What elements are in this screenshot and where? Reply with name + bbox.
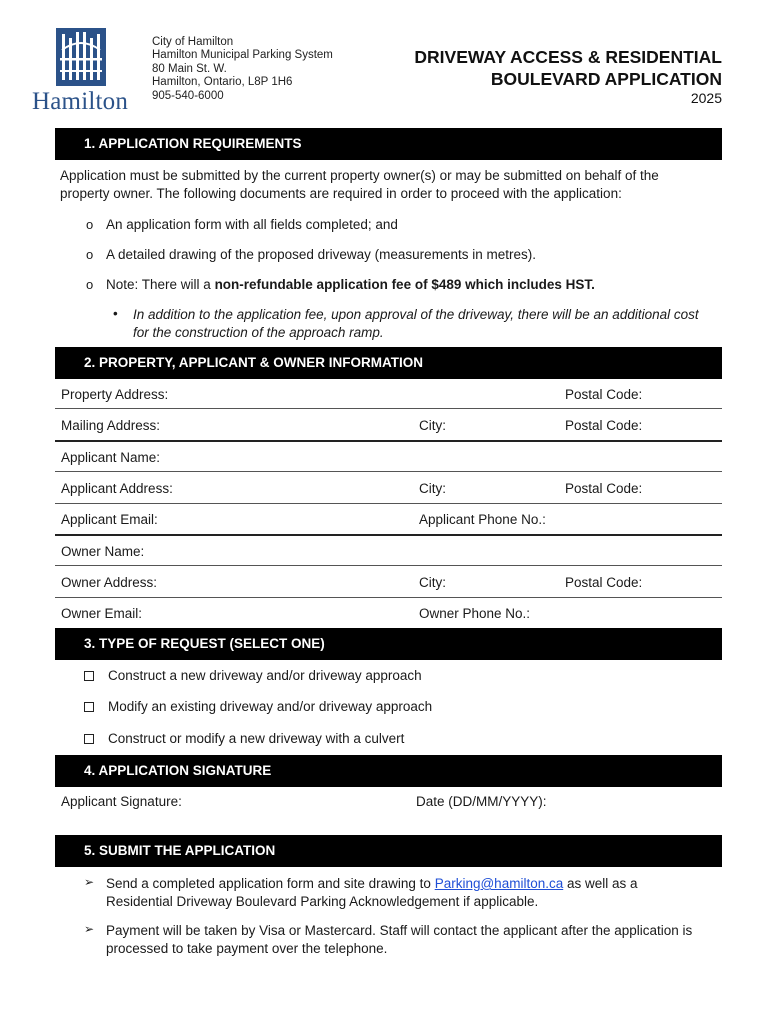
owner-city-label: City:	[419, 575, 446, 590]
row-divider	[55, 408, 722, 409]
requirement-fee-note	[106, 277, 595, 292]
address-line: 905-540-6000	[152, 89, 224, 102]
culvert-driveway-option-label: Construct or modify a new driveway with a culvert	[108, 731, 405, 746]
document-title-line2: BOULEVARD APPLICATION	[490, 69, 722, 89]
intro-line: property owner. The following documents are required in order to proceed with the application:	[60, 186, 622, 201]
applicant-name-label: Applicant Name:	[61, 450, 161, 465]
hamilton-logo	[30, 28, 134, 116]
owner-address-label: Owner Address:	[61, 575, 158, 590]
section-4-header	[55, 755, 722, 787]
owner-phone-label: Owner Phone No.:	[419, 606, 531, 621]
intro-line: Application must be submitted by the current property owner(s) or may be submitted on behalf of the	[60, 168, 659, 183]
property-address-label: Property Address:	[61, 387, 169, 402]
bullet-circle-icon: o	[86, 247, 94, 262]
instruction-suffix: as well as a	[563, 876, 638, 891]
section-1-heading: 1. APPLICATION REQUIREMENTS	[84, 136, 302, 151]
row-divider	[55, 503, 722, 504]
hamilton-logo-text: Hamilton	[32, 88, 129, 115]
requirement-item: A detailed drawing of the proposed driveway (measurements in metres).	[106, 247, 536, 262]
hamilton-logo-mark-icon	[56, 28, 106, 86]
instruction-prefix: Send a completed application form and site drawing to	[106, 876, 435, 891]
row-divider	[55, 565, 722, 566]
address-line: Hamilton Municipal Parking System	[152, 49, 333, 62]
parking-email-link[interactable]: Parking@hamilton.ca	[434, 876, 564, 891]
requirement-item: An application form with all fields completed; and	[106, 217, 398, 232]
instruction-line: Payment will be taken by Visa or Mastercard. Staff will contact the applicant after the application is	[106, 923, 693, 938]
section-5-header	[55, 835, 722, 867]
applicant-phone-label: Applicant Phone No.:	[419, 512, 546, 527]
section-1-header	[55, 128, 722, 160]
mailing-city-label: City:	[419, 418, 446, 433]
document-title-line1: DRIVEWAY ACCESS & RESIDENTIAL	[414, 47, 722, 67]
applicant-address-label: Applicant Address:	[61, 481, 173, 496]
instruction-line	[106, 875, 721, 893]
fee-note-prefix: Note: There will a	[106, 277, 215, 292]
address-line: 80 Main St. W.	[152, 62, 227, 75]
mailing-address-label: Mailing Address:	[61, 418, 161, 433]
bullet-dot-icon: •	[113, 306, 118, 321]
new-driveway-option-label: Construct a new driveway and/or driveway approach	[108, 668, 422, 683]
city-address-block	[152, 36, 333, 103]
section-2-heading: 2. PROPERTY, APPLICANT & OWNER INFORMATION	[84, 355, 424, 370]
row-divider	[55, 440, 722, 442]
submit-instruction-payment	[106, 922, 721, 958]
property-postal-code-label: Postal Code:	[565, 387, 643, 402]
bullet-circle-icon: o	[86, 217, 94, 232]
submit-instruction-email	[106, 875, 721, 911]
note-line: In addition to the application fee, upon approval of the driveway, there will be an additional cost	[133, 307, 699, 322]
applicant-email-label: Applicant Email:	[61, 512, 158, 527]
owner-postal-code-label: Postal Code:	[565, 575, 643, 590]
address-line: Hamilton, Ontario, L8P 1H6	[152, 76, 293, 89]
new-driveway-checkbox[interactable]	[84, 671, 94, 681]
applicant-postal-code-label: Postal Code:	[565, 481, 643, 496]
culvert-driveway-checkbox[interactable]	[84, 734, 94, 744]
section-4-heading: 4. APPLICATION SIGNATURE	[84, 763, 272, 778]
approach-ramp-note	[133, 306, 723, 342]
document-title	[414, 46, 722, 90]
applicant-city-label: City:	[419, 481, 446, 496]
row-divider	[55, 534, 722, 536]
instruction-line: Residential Driveway Boulevard Parking Acknowledgement if applicable.	[106, 894, 539, 909]
section-5-heading: 5. SUBMIT THE APPLICATION	[84, 843, 276, 858]
address-line: City of Hamilton	[152, 36, 234, 48]
note-line: for the construction of the approach ramp.	[133, 325, 384, 340]
document-year: 2025	[690, 90, 722, 106]
arrow-bullet-icon: ➢	[84, 875, 95, 889]
arrow-bullet-icon: ➢	[84, 922, 95, 936]
fee-note-bold: non-refundable application fee of $489 which includes HST.	[214, 277, 595, 292]
signature-date-label: Date (DD/MM/YYYY):	[416, 794, 547, 809]
owner-name-label: Owner Name:	[61, 544, 145, 559]
requirements-intro	[60, 167, 720, 203]
section-3-heading: 3. TYPE OF REQUEST (SELECT ONE)	[84, 636, 325, 651]
section-2-header	[55, 347, 722, 379]
row-divider	[55, 597, 722, 598]
mailing-postal-code-label: Postal Code:	[565, 418, 643, 433]
row-divider	[55, 471, 722, 472]
bullet-circle-icon: o	[86, 277, 94, 292]
instruction-line: processed to take payment over the telephone.	[106, 941, 388, 956]
modify-driveway-option-label: Modify an existing driveway and/or driveway approach	[108, 699, 433, 714]
owner-email-label: Owner Email:	[61, 606, 143, 621]
modify-driveway-checkbox[interactable]	[84, 702, 94, 712]
section-3-header	[55, 628, 722, 660]
applicant-signature-label: Applicant Signature:	[61, 794, 182, 809]
